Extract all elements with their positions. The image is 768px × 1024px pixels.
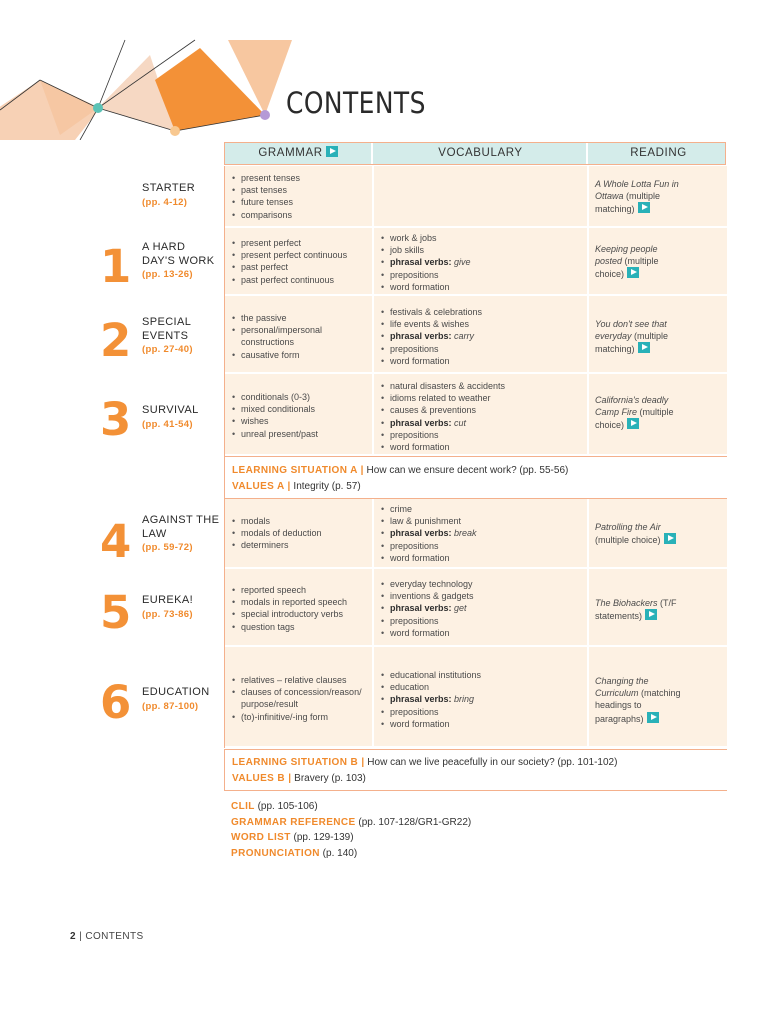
unit-title[interactable]	[142, 594, 222, 621]
play-icon[interactable]	[627, 418, 639, 429]
reading-text	[595, 243, 685, 281]
values-b: VALUES B | Bravery (p. 103)	[232, 773, 366, 784]
page-title: CONTENTS	[286, 86, 426, 120]
unit-title-text: STARTER	[142, 182, 196, 194]
play-icon[interactable]	[664, 533, 676, 544]
unit-number: 3	[100, 393, 132, 446]
grammar-cell	[225, 569, 371, 647]
unit-pages: (pp. 27-40)	[142, 344, 193, 355]
vocabulary-cell	[372, 228, 586, 296]
vocabulary-item: • word formation	[381, 281, 581, 293]
grammar-cell	[225, 374, 371, 456]
grammar-cell	[225, 166, 371, 228]
reading-task: (multiple matching)	[595, 191, 661, 215]
unit-title-text: SURVIVAL	[142, 404, 199, 416]
learning-situation-b-block	[224, 749, 727, 791]
row-divider	[225, 746, 727, 748]
vocabulary-item: • prepositions	[381, 269, 581, 281]
vocabulary-item: • inventions & gadgets	[381, 590, 581, 602]
phrasal-verbs-label: phrasal verbs:	[390, 528, 452, 539]
extras-list	[231, 799, 471, 861]
grammar-list	[232, 172, 367, 221]
grammar-item: • (to)-infinitive/-ing form	[232, 711, 367, 723]
grammar-item: • clauses of concession/reason/ purpose/result	[232, 686, 367, 710]
reading-cell	[587, 647, 727, 748]
unit-title[interactable]	[142, 686, 222, 713]
vocabulary-item: • festivals & celebrations	[381, 306, 581, 318]
vocabulary-item	[381, 527, 581, 539]
reading-task: (multiple choice)	[595, 535, 661, 546]
play-icon[interactable]	[627, 267, 639, 278]
vocabulary-item: • everyday technology	[381, 578, 581, 590]
unit-title[interactable]	[142, 404, 222, 431]
extra-word-list[interactable]: WORD LIST (pp. 129-139)	[231, 832, 354, 843]
reading-title: The Biohackers	[595, 598, 658, 608]
vocabulary-item	[381, 693, 581, 705]
grammar-item: • unreal present/past	[232, 428, 367, 440]
reading-cell	[587, 166, 727, 228]
phrasal-verb: get	[454, 603, 467, 614]
vocabulary-item: • education	[381, 681, 581, 693]
grammar-cell	[225, 647, 371, 748]
play-icon[interactable]	[645, 609, 657, 620]
vocabulary-item: • word formation	[381, 718, 581, 730]
grammar-item: • present tenses	[232, 172, 367, 184]
phrasal-verb: carry	[454, 331, 475, 342]
vocabulary-list	[381, 306, 581, 367]
vocabulary-item: • job skills	[381, 244, 581, 256]
unit-pages: (pp. 41-54)	[142, 418, 193, 430]
vocabulary-item	[381, 602, 581, 614]
unit-row	[224, 647, 727, 748]
page-footer: 2 | CONTENTS	[70, 931, 144, 942]
reading-cell	[587, 374, 727, 456]
vocabulary-list	[381, 232, 581, 293]
reading-task: (T/F statements)	[595, 598, 677, 622]
phrasal-verbs-label: phrasal verbs:	[390, 694, 452, 705]
grammar-item: • modals of deduction	[232, 527, 367, 539]
unit-title[interactable]	[142, 241, 222, 282]
reading-title: Changing the Curriculum	[595, 676, 649, 699]
phrasal-verb: give	[454, 257, 471, 268]
header-grammar: GRAMMAR	[225, 143, 371, 164]
grammar-item: • relatives – relative clauses	[232, 674, 367, 686]
vocabulary-item: • natural disasters & accidents	[381, 380, 581, 392]
unit-pages: (pp. 4-12)	[142, 196, 188, 208]
vocabulary-item	[381, 330, 581, 342]
reading-text	[595, 597, 685, 622]
vocabulary-cell	[372, 569, 586, 647]
unit-title-text: EDUCATION	[142, 686, 210, 698]
reading-title: Keeping people posted	[595, 244, 658, 267]
vocabulary-cell	[372, 497, 586, 569]
unit-row	[224, 296, 727, 374]
grammar-item: • reported speech	[232, 584, 367, 596]
unit-row	[224, 374, 727, 456]
header-reading: READING	[586, 143, 729, 164]
vocabulary-list	[381, 503, 581, 564]
unit-number: 2	[100, 314, 132, 367]
vocabulary-cell	[372, 166, 586, 228]
grammar-list	[232, 584, 367, 633]
vocabulary-item: • word formation	[381, 627, 581, 639]
table-header	[224, 142, 726, 165]
grammar-item: • present perfect continuous	[232, 249, 367, 261]
play-icon[interactable]	[326, 146, 338, 157]
header-vocabulary: VOCABULARY	[371, 143, 588, 164]
vocabulary-item: • law & punishment	[381, 515, 581, 527]
extra-grammar-reference[interactable]: GRAMMAR REFERENCE (pp. 107-128/GR1-GR22)	[231, 816, 472, 828]
unit-row	[224, 166, 727, 228]
grammar-list	[232, 515, 367, 552]
vocabulary-list	[381, 578, 581, 639]
grammar-list	[232, 391, 367, 440]
grammar-item: • past tenses	[232, 184, 367, 196]
grammar-cell	[225, 497, 371, 569]
vocabulary-cell	[372, 647, 586, 748]
grammar-item: • the passive	[232, 312, 367, 324]
grammar-item: • comparisons	[232, 209, 367, 221]
phrasal-verbs-label: phrasal verbs:	[390, 417, 452, 428]
reading-text	[595, 394, 685, 432]
reading-task: (multiple choice)	[595, 256, 659, 280]
vocabulary-item: • prepositions	[381, 343, 581, 355]
reading-cell	[587, 228, 727, 296]
unit-title-text: EUREKA!	[142, 594, 194, 606]
reading-title: You don't see that everyday	[595, 319, 667, 342]
grammar-item: • present perfect	[232, 237, 367, 249]
grammar-item: • past perfect	[232, 261, 367, 273]
vocabulary-item: • prepositions	[381, 429, 581, 441]
vocabulary-item: • prepositions	[381, 706, 581, 718]
grammar-cell	[225, 296, 371, 374]
reading-task: (multiple matching)	[595, 331, 669, 355]
reading-text	[595, 675, 685, 725]
grammar-item: • past perfect continuous	[232, 274, 367, 286]
grammar-list	[232, 312, 367, 361]
grammar-cell	[225, 228, 371, 296]
reading-title: Patrolling the Air	[595, 522, 661, 532]
extra-clil[interactable]: CLIL (pp. 105-106)	[231, 801, 318, 812]
unit-number: 6	[100, 676, 132, 729]
vocabulary-item	[381, 256, 581, 268]
vocabulary-list	[381, 669, 581, 730]
play-icon[interactable]	[638, 202, 650, 213]
vocabulary-item: • educational institutions	[381, 669, 581, 681]
vocabulary-item: • word formation	[381, 441, 581, 453]
vocabulary-item: • idioms related to weather	[381, 392, 581, 404]
reading-text	[595, 178, 685, 216]
vocabulary-cell	[372, 296, 586, 374]
vocabulary-item: • word formation	[381, 552, 581, 564]
grammar-item: • determiners	[232, 539, 367, 551]
grammar-item: • wishes	[232, 415, 367, 427]
phrasal-verb: cut	[454, 417, 467, 428]
vocabulary-item: • life events & wishes	[381, 318, 581, 330]
unit-pages: (pp. 87-100)	[142, 700, 199, 712]
phrasal-verbs-label: phrasal verbs:	[390, 603, 452, 614]
reading-text	[595, 521, 685, 546]
play-icon[interactable]	[647, 712, 659, 723]
reading-cell	[587, 296, 727, 374]
phrasal-verb: bring	[454, 694, 475, 705]
reading-task: (multiple choice)	[595, 407, 674, 431]
vocabulary-item	[381, 417, 581, 429]
grammar-item: • causative form	[232, 349, 367, 361]
extra-pronunciation[interactable]: PRONUNCIATION (p. 140)	[231, 847, 358, 859]
unit-title[interactable]	[142, 182, 222, 209]
grammar-item: • special introductory verbs	[232, 608, 367, 620]
unit-pages: (pp. 73-86)	[142, 608, 193, 620]
vocabulary-item: • word formation	[381, 355, 581, 367]
reading-cell	[587, 497, 727, 569]
learning-situation-a-block	[224, 456, 727, 499]
unit-number: 5	[100, 586, 132, 639]
grammar-item: • question tags	[232, 621, 367, 633]
reading-title: California's deadly Camp Fire	[595, 395, 669, 418]
unit-number: 1	[100, 240, 132, 293]
unit-pages: (pp. 59-72)	[142, 542, 193, 553]
unit-title-text: A HARD DAY'S WORK	[142, 241, 215, 267]
learning-situation-a: LEARNING SITUATION A | How can we ensure decent work? (pp. 55-56)	[232, 465, 569, 476]
grammar-list	[232, 237, 367, 286]
unit-title-text: SPECIAL EVENTS	[142, 316, 191, 342]
unit-row	[224, 497, 727, 569]
unit-title[interactable]	[142, 514, 222, 555]
grammar-item: • personal/impersonal constructions	[232, 324, 367, 348]
grammar-item: • mixed conditionals	[232, 403, 367, 415]
unit-pages: (pp. 13-26)	[142, 269, 193, 280]
decorative-geometric-graphic	[0, 0, 300, 140]
vocabulary-list	[381, 380, 581, 453]
values-a: VALUES A | Integrity (p. 57)	[232, 481, 361, 492]
vocabulary-item: • causes & preventions	[381, 404, 581, 416]
reading-task: (matching headings to paragraphs)	[595, 688, 681, 724]
phrasal-verb: break	[454, 528, 477, 539]
grammar-item: • modals	[232, 515, 367, 527]
vocabulary-cell	[372, 374, 586, 456]
learning-situation-b: LEARNING SITUATION B | How can we live peacefully in our society? (pp. 101-102)	[232, 757, 618, 768]
reading-cell	[587, 569, 727, 647]
vocabulary-item: • prepositions	[381, 615, 581, 627]
vocabulary-item: • prepositions	[381, 540, 581, 552]
grammar-item: • conditionals (0-3)	[232, 391, 367, 403]
vocabulary-item: • crime	[381, 503, 581, 515]
unit-title[interactable]	[142, 316, 222, 357]
unit-row	[224, 228, 727, 296]
reading-title: A Whole Lotta Fun in Ottawa	[595, 179, 679, 202]
unit-title-text: AGAINST THE LAW	[142, 514, 220, 540]
phrasal-verbs-label: phrasal verbs:	[390, 257, 452, 268]
unit-row	[224, 569, 727, 647]
grammar-item: • modals in reported speech	[232, 596, 367, 608]
reading-text	[595, 318, 685, 356]
grammar-list	[232, 674, 367, 723]
phrasal-verbs-label: phrasal verbs:	[390, 331, 452, 342]
play-icon[interactable]	[638, 342, 650, 353]
unit-number: 4	[100, 515, 132, 568]
vocabulary-item: • work & jobs	[381, 232, 581, 244]
grammar-item: • future tenses	[232, 196, 367, 208]
